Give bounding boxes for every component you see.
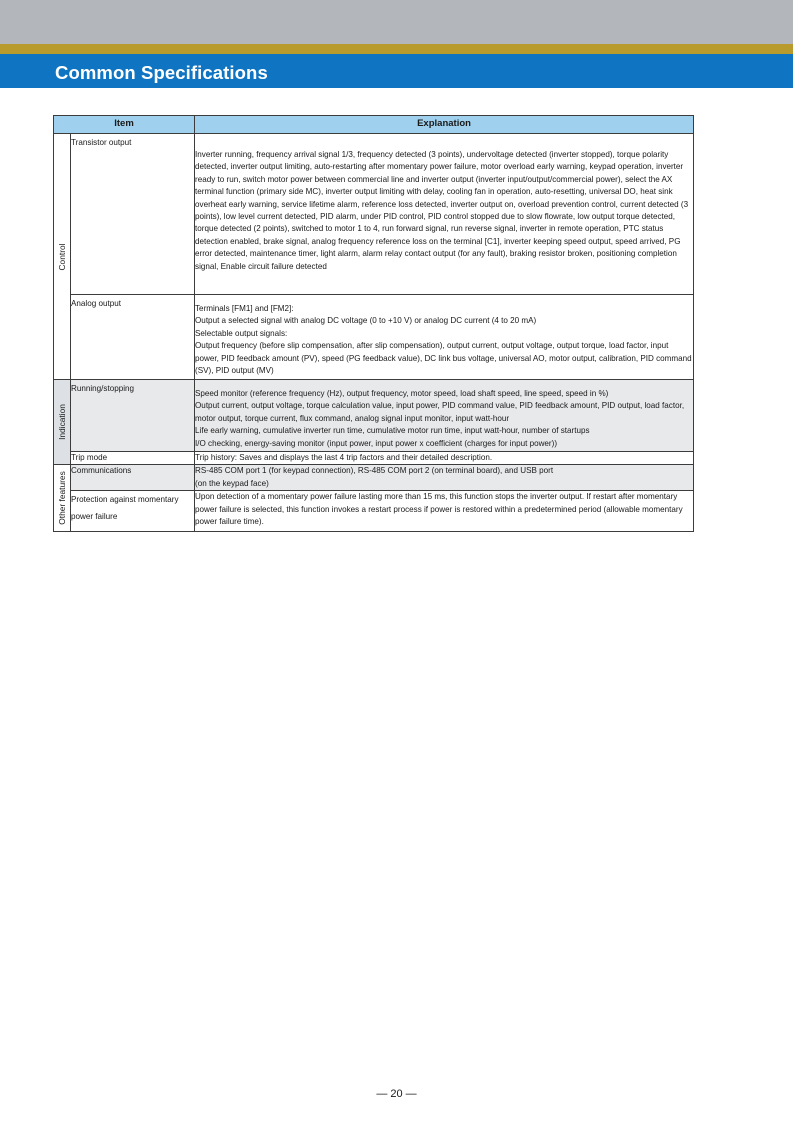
item-cell: Transistor output (71, 134, 195, 295)
table-row (54, 452, 694, 465)
page-number: — 20 — (376, 1088, 417, 1100)
column-header-explanation: Explanation (195, 116, 694, 134)
explanation-cell: Speed monitor (reference frequency (Hz), output frequency, motor speed, load shaft speed, line speed, speed in %) Output current, output voltage, torque calculation value, input power, PID command value, PID feedback amount, PID output, load factor, motor output, torque current, flux command, analog signal input monitor, input watt-hour Life early warning, cumulative inverter run time, cumulative motor run time, input watt-hour, number of startups I/O checking, energy-saving monitor (input power, input power x coefficient (charges for input power)) (195, 380, 694, 452)
explanation-cell: Inverter running, frequency arrival signal 1/3, frequency detected (3 points), undervoltage detected (inverter stopped), torque polarity detected, inverter output limiting, auto-restarting after momentary power failure, motor overload early warning, keypad operation, inverter ready to run, switch motor power between commercial line and inverter output (inverter input/output/commercial power), select the AX terminal function (primary side MC), inverter output limiting with delay, cooling fan in operation, auto-resetting, universal DO, heat sink overheat early warning, service lifetime alarm, reference loss detected, inverter output on, overload prevention control, current detected (3 points), low level current detected, PID alarm, under PID control, PID control stopped due to slow flowrate, low output torque detected, torque detected (2 points), switched to motor 1 to 4, run forward signal, run reverse signal, inverter in remote operation, PTC status detection enabled, brake signal, analog frequency reference loss on the terminal [C1], inverter keeping speed output, speed arrived, PG error detected, maintenance timer, light alarm, alarm relay contact output (for any fault), braking resistor broken, positioning completion signal, Enable circuit failure detected (195, 134, 694, 295)
header-title-bar (0, 54, 793, 88)
table-row (54, 295, 694, 380)
header-gold-stripe (0, 44, 793, 54)
column-header-item: Item (54, 116, 195, 134)
item-cell: Protection against momentary power failure (71, 491, 195, 532)
item-cell: Communications (71, 465, 195, 491)
item-cell: Trip mode (71, 452, 195, 465)
explanation-cell: Terminals [FM1] and [FM2]: Output a selected signal with analog DC voltage (0 to +10 V) or analog DC current (4 to 20 mA) Selectable output signals: Output frequency (before slip compensation, after slip compensation), output current, output voltage, output torque, load factor, input power, PID feedback amount (PV), speed (PG feedback value), DC link bus voltage, universal AO, motor output, calibration, PID command (SV), PID output (MV) (195, 295, 694, 380)
item-cell: Analog output (71, 295, 195, 380)
explanation-cell: Trip history: Saves and displays the last 4 trip factors and their detailed description. (195, 452, 694, 465)
table-row (54, 134, 694, 295)
group-label-indication: Indication (54, 380, 71, 465)
explanation-cell: RS-485 COM port 1 (for keypad connection), RS-485 COM port 2 (on terminal board), and USB port (on the keypad face) (195, 465, 694, 491)
specifications-table (53, 115, 694, 532)
explanation-cell: Upon detection of a momentary power failure lasting more than 15 ms, this function stops the inverter output. If restart after momentary power failure is selected, this function invokes a restart process if power is restored within a predetermined period (allowable momentary power failure time). (195, 491, 694, 532)
group-label-control: Control (54, 134, 71, 380)
table-header-row (54, 116, 694, 134)
item-cell: Running/stopping (71, 380, 195, 452)
table-row (54, 465, 694, 491)
page-title: Common Specifications (55, 62, 268, 83)
header-gray-band (0, 0, 793, 44)
table-row (54, 380, 694, 452)
group-label-other-features: Other features (54, 465, 71, 532)
table-row (54, 491, 694, 532)
